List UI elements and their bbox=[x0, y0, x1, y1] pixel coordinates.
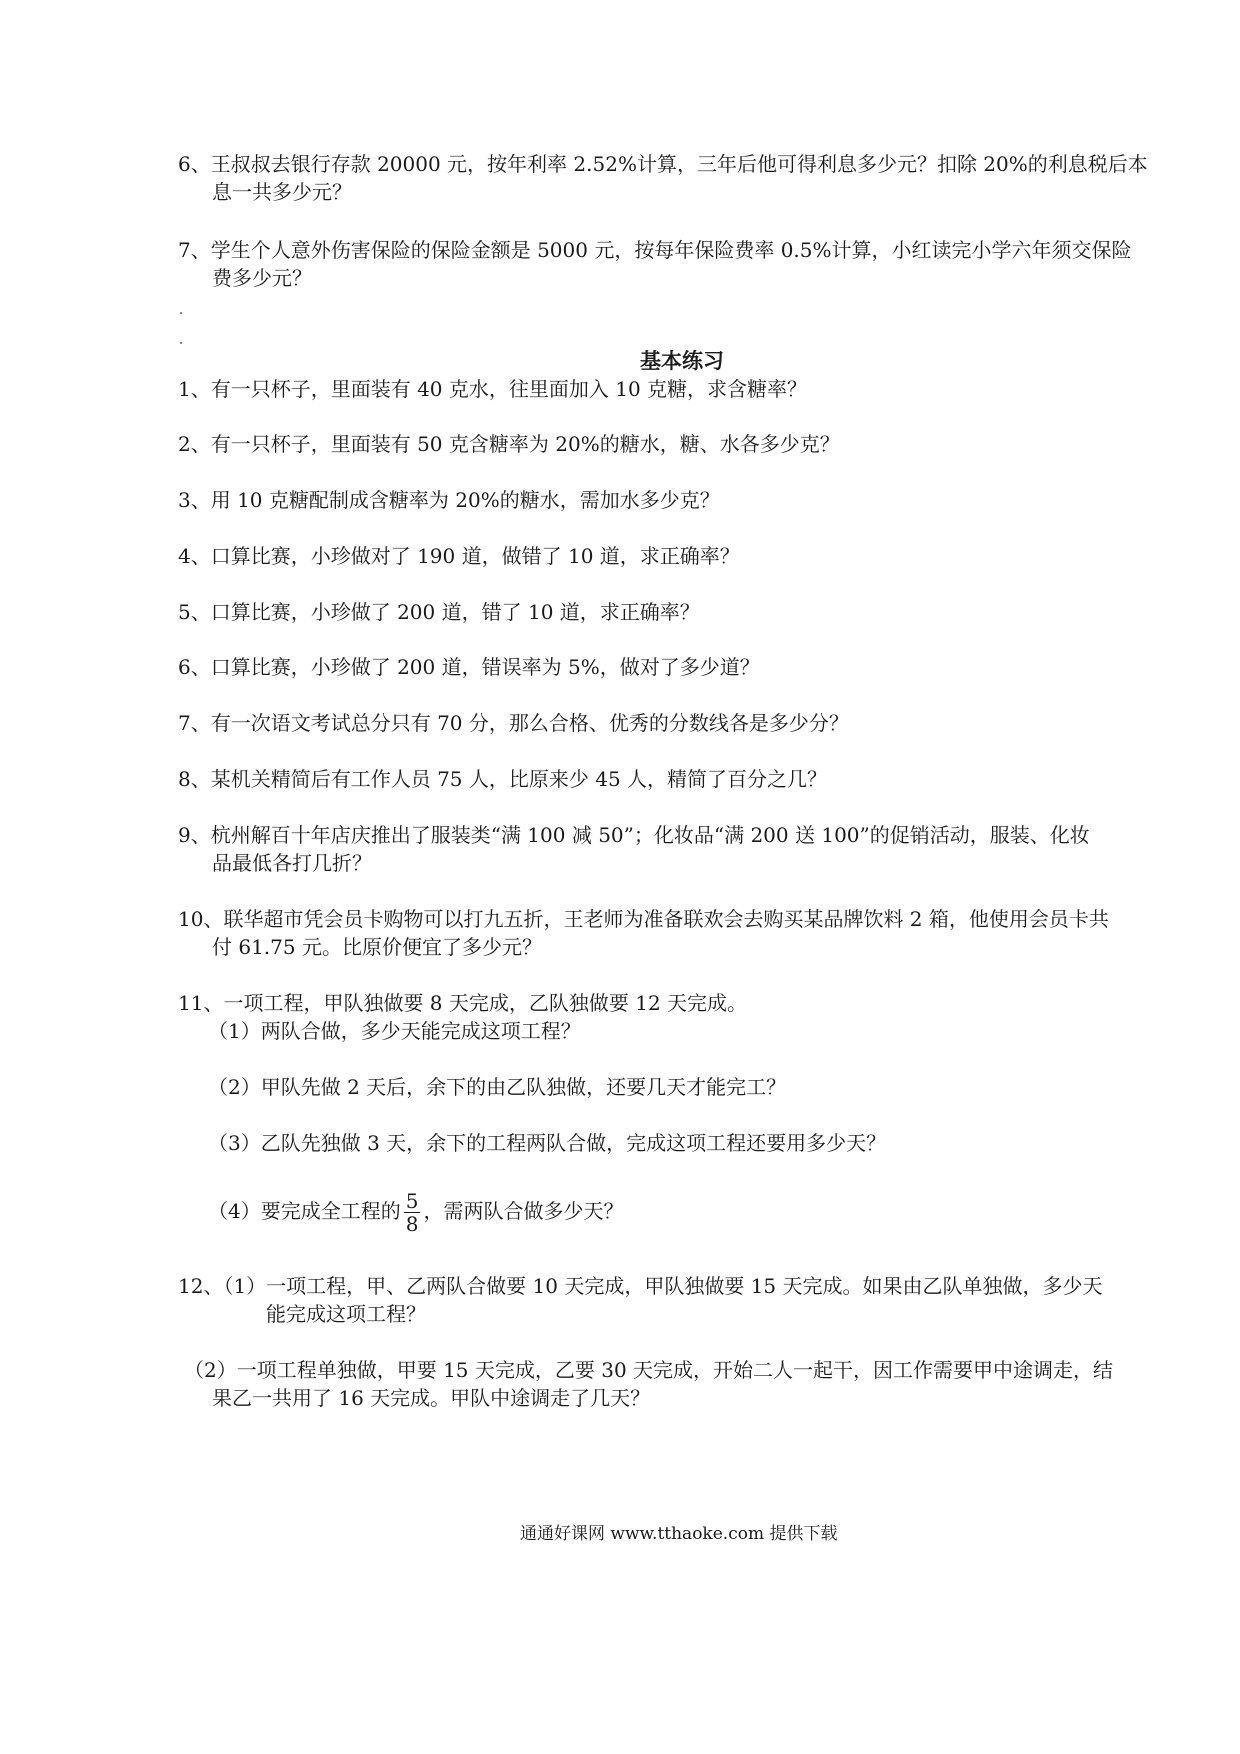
question-2: 2、有一只杯子，里面装有 50 克含糖率为 20%的糖水，糖、水各多少克？ bbox=[178, 432, 840, 456]
question-11-stem: 11、一项工程，甲队独做要 8 天完成，乙队独做要 12 天完成。 bbox=[178, 991, 748, 1015]
prev-question-7-line1: 7、学生个人意外伤害保险的保险金额是 5000 元，按每年保险费率 0.5%计算，小红读完小学六年须交保险 bbox=[178, 238, 1132, 262]
question-10-line1: 10、联华超市凭会员卡购物可以打九五折，王老师为准备联欢会去购买某品牌饮料 2 箱，他使用会员卡共 bbox=[178, 907, 1109, 931]
question-7: 7、有一次语文考试总分只有 70 分，那么合格、优秀的分数线各是多少分？ bbox=[178, 711, 849, 735]
question-5: 5、口算比赛，小珍做了 200 道，错了 10 道，求正确率？ bbox=[178, 600, 700, 624]
question-12-part1-line1: 12、（1）一项工程，甲、乙两队合做要 10 天完成，甲队独做要 15 天完成。如果由乙队单独做，多少天 bbox=[178, 1274, 1103, 1298]
question-8: 8、某机关精简后有工作人员 75 人，比原来少 45 人，精简了百分之几？ bbox=[178, 767, 828, 791]
question-11-part1: （1）两队合做，多少天能完成这项工程？ bbox=[208, 1019, 581, 1043]
fraction bbox=[404, 1190, 421, 1235]
fraction-numerator: 5 bbox=[405, 1189, 419, 1213]
question-1: 1、有一只杯子，里面装有 40 克水，往里面加入 10 克糖，求含糖率？ bbox=[178, 377, 808, 401]
question-11-part4-text-after: ，需两队合做多少天？ bbox=[423, 1199, 624, 1223]
stray-dot bbox=[180, 342, 182, 344]
stray-dot bbox=[180, 312, 182, 314]
fraction-denominator: 8 bbox=[405, 1212, 419, 1236]
question-9-line2: 品最低各打几折？ bbox=[212, 851, 372, 875]
question-3: 3、用 10 克糖配制成含糖率为 20%的糖水，需加水多少克？ bbox=[178, 488, 720, 512]
question-11-part2: （2）甲队先做 2 天后，余下的由乙队独做，还要几天才能完工？ bbox=[208, 1075, 787, 1099]
question-4: 4、口算比赛，小珍做对了 190 道，做错了 10 道，求正确率？ bbox=[178, 544, 740, 568]
question-12-part2-line2: 果乙一共用了 16 天完成。甲队中途调走了几天？ bbox=[212, 1386, 651, 1410]
question-12-part2-line1: （2）一项工程单独做，甲要 15 天完成，乙要 30 天完成，开始二人一起干，因工作需要甲中途调走，结 bbox=[184, 1358, 1114, 1382]
question-11-part4-text: （4）要完成全工程的 bbox=[208, 1199, 401, 1223]
question-12-part1-line2: 能完成这项工程？ bbox=[266, 1302, 426, 1326]
question-10-line2: 付 61.75 元。比原价便宜了多少元？ bbox=[212, 935, 542, 959]
prev-question-6-line2: 息一共多少元？ bbox=[212, 180, 352, 204]
section-title: 基本练习 bbox=[640, 348, 724, 373]
question-11-part3: （3）乙队先独做 3 天，余下的工程两队合做，完成这项工程还要用多少天？ bbox=[208, 1131, 887, 1155]
prev-question-6-line1: 6、王叔叔去银行存款 20000 元，按年利率 2.52%计算，三年后他可得利息多少元？扣除 20%的利息税后本 bbox=[178, 152, 1148, 176]
prev-question-7-line2: 费多少元？ bbox=[212, 266, 312, 290]
footer-text: 通通好课网 www.tthaoke.com 提供下载 bbox=[520, 1524, 838, 1544]
question-9-line1: 9、杭州解百十年店庆推出了服装类“满 100 减 50”；化妆品“满 200 送 100”的促销活动，服装、化妆 bbox=[178, 823, 1090, 847]
question-11-part4 bbox=[208, 1189, 623, 1235]
question-6: 6、口算比赛，小珍做了 200 道，错误率为 5%，做对了多少道？ bbox=[178, 655, 760, 679]
